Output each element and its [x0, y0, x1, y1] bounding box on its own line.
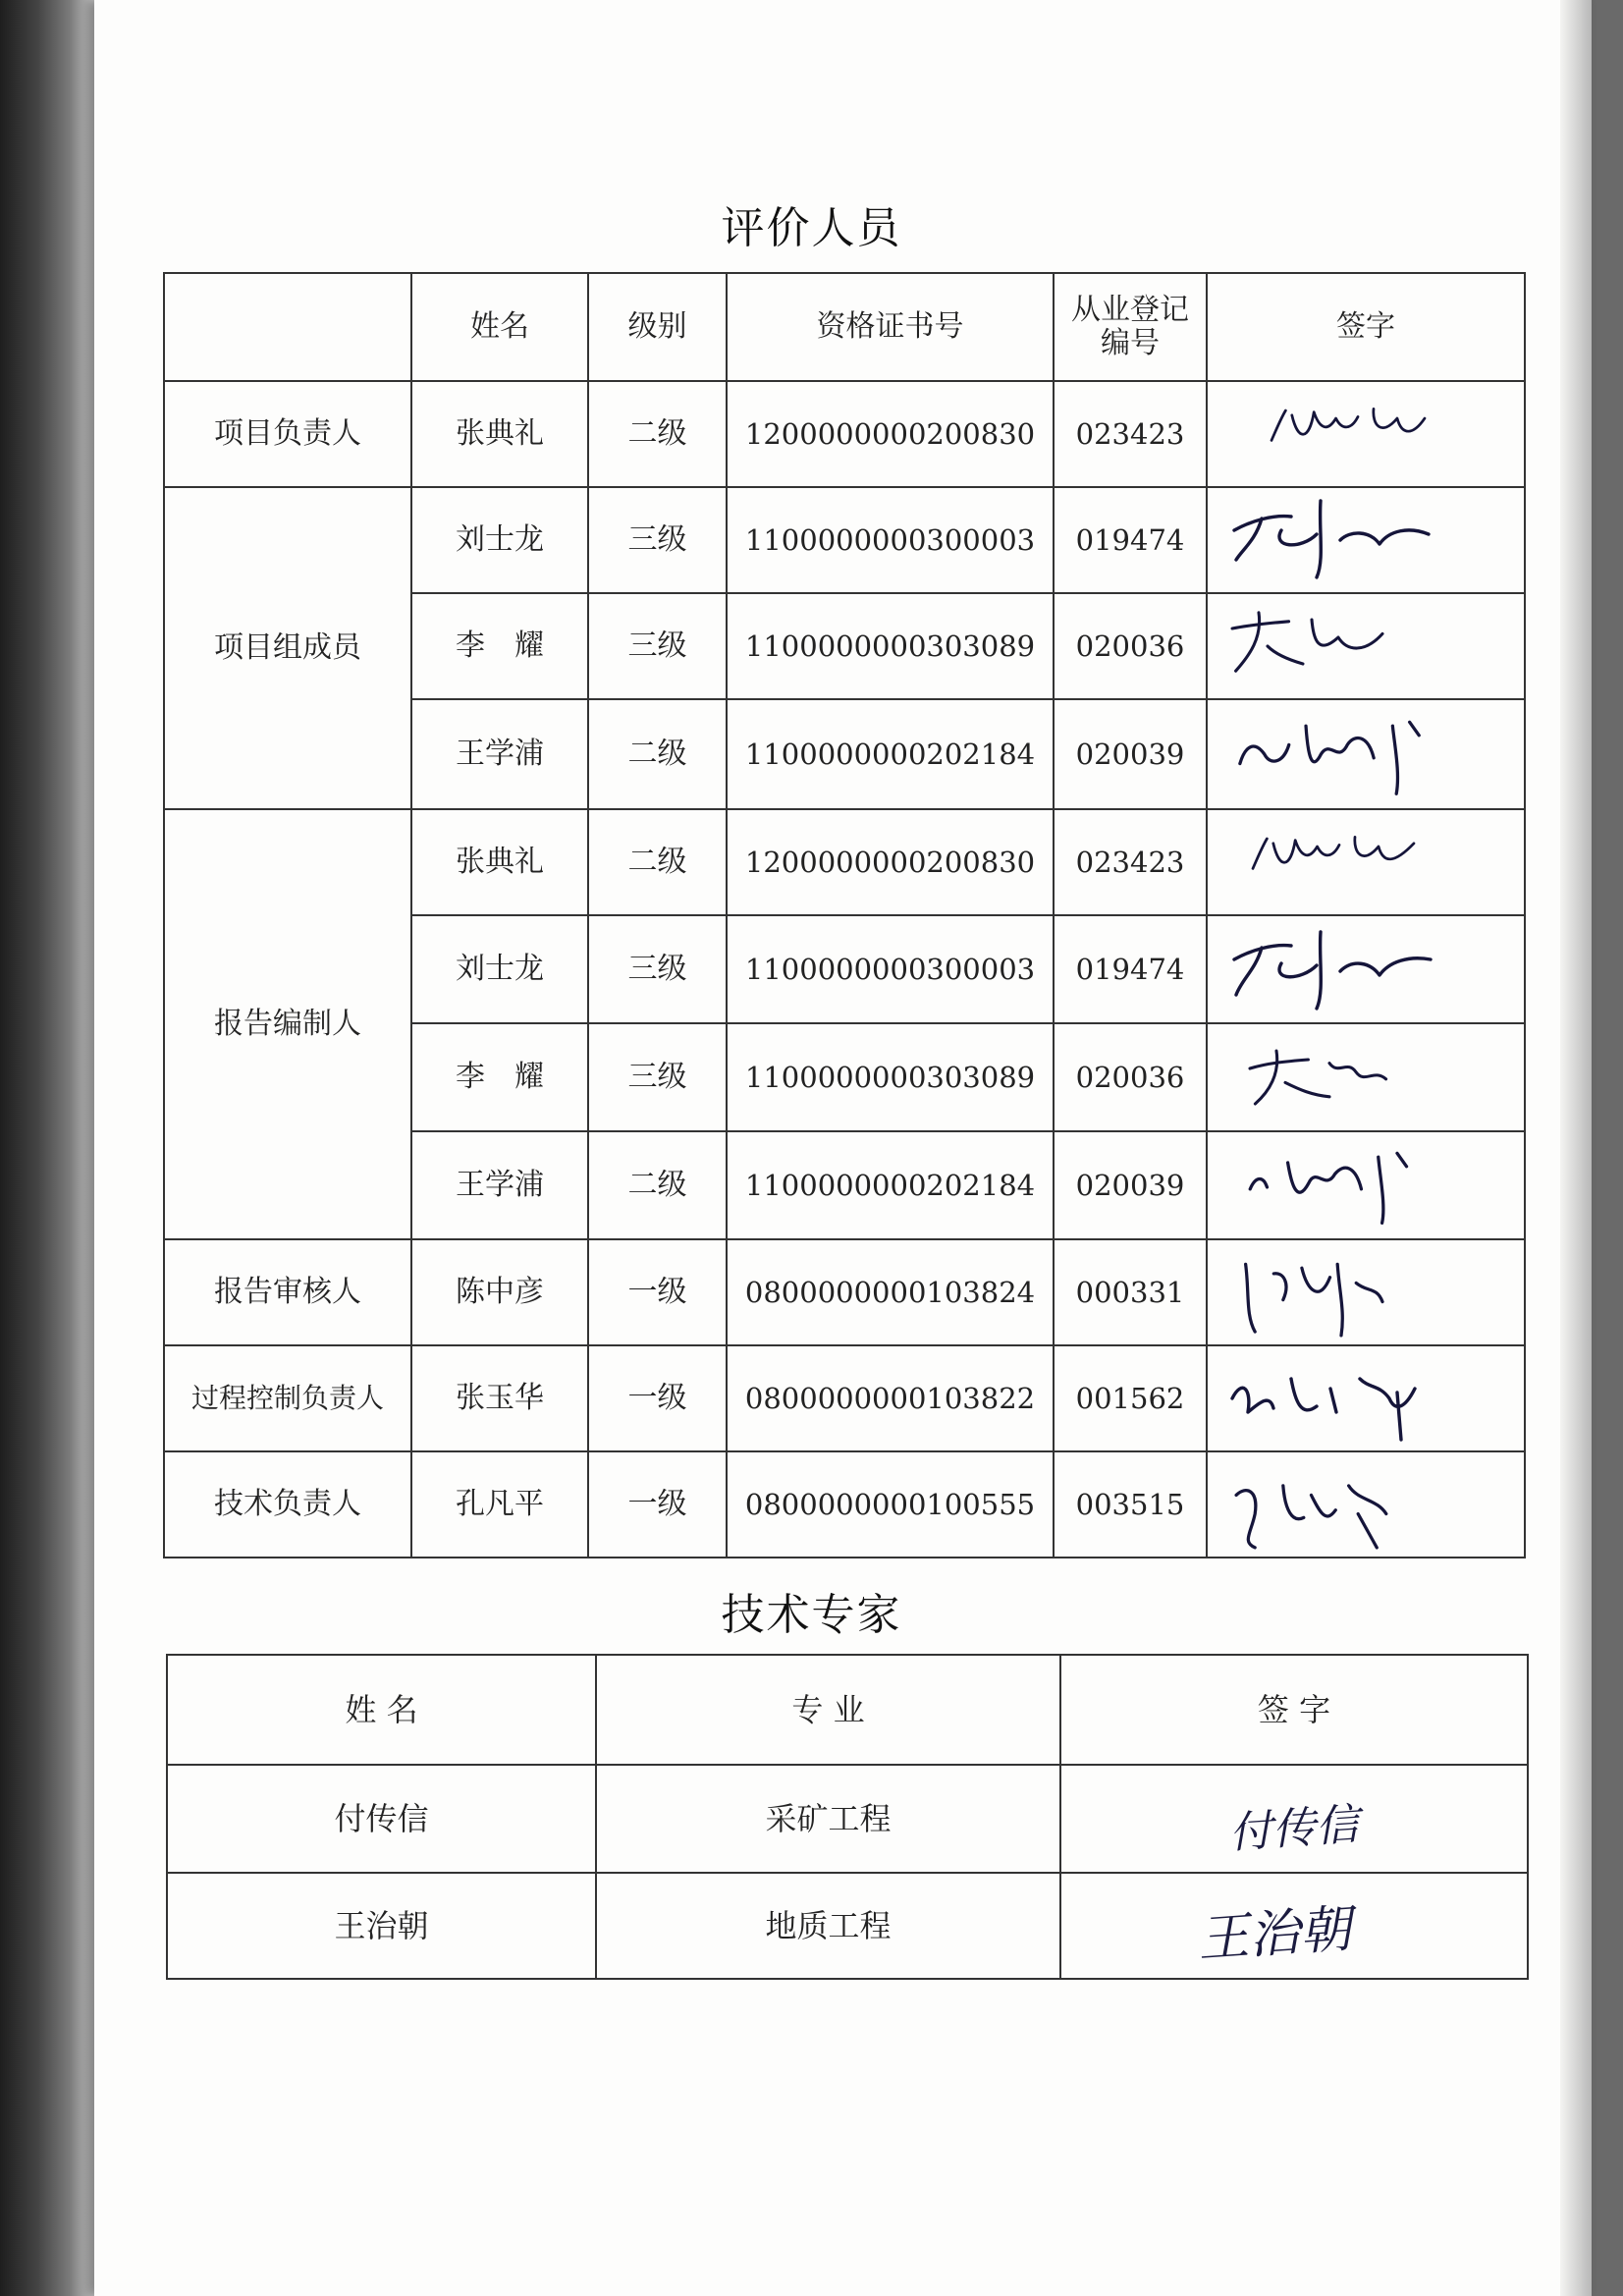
role-cell: 技术负责人	[164, 1451, 411, 1558]
cert-number-cell: 1200000000200830	[727, 381, 1054, 487]
expert-row	[167, 1873, 1528, 1979]
role-cell: 过程控制负责人	[164, 1345, 411, 1451]
section-title-evaluators: 评价人员	[721, 203, 902, 253]
expert-row	[167, 1765, 1528, 1873]
level-cell: 二级	[588, 1131, 727, 1239]
level-cell: 三级	[588, 487, 727, 593]
registration-number-cell: 020036	[1054, 593, 1207, 699]
signature-cell	[1207, 1023, 1525, 1131]
handwritten-signature	[1214, 823, 1449, 902]
level-cell: 一级	[588, 1345, 727, 1451]
name-cell: 张玉华	[411, 1345, 588, 1451]
expert-major: 采矿工程	[596, 1765, 1060, 1873]
signature-cell	[1207, 487, 1525, 593]
expert-signature	[1060, 1765, 1528, 1873]
name-cell: 李 耀	[411, 593, 588, 699]
header-name: 姓名	[411, 273, 588, 381]
cert-number-cell: 1100000000303089	[727, 1023, 1054, 1131]
experts-header-name: 姓 名	[167, 1655, 596, 1765]
experts-header-sign: 签 字	[1060, 1655, 1528, 1765]
signature-handwriting: 王治朝	[1196, 1899, 1353, 1970]
header-reg: 从业登记 编号	[1054, 273, 1207, 381]
handwritten-signature	[1217, 1138, 1434, 1232]
level-cell: 三级	[588, 1023, 727, 1131]
cert-number-cell: 1100000000300003	[727, 915, 1054, 1023]
expert-name: 付传信	[167, 1765, 596, 1873]
name-cell: 李 耀	[411, 1023, 588, 1131]
cert-number-cell: 1100000000202184	[727, 1131, 1054, 1239]
name-cell: 张典礼	[411, 381, 588, 487]
handwritten-signature	[1217, 1349, 1443, 1448]
handwritten-signature	[1217, 707, 1443, 801]
cert-number-cell: 0800000000103822	[727, 1345, 1054, 1451]
signature-handwriting: 付传信	[1227, 1799, 1361, 1859]
header-cert: 资格证书号	[727, 273, 1054, 381]
cert-number-cell: 1100000000300003	[727, 487, 1054, 593]
signature-cell	[1207, 809, 1525, 915]
signature-cell	[1207, 699, 1525, 809]
registration-number-cell: 020036	[1054, 1023, 1207, 1131]
cert-number-cell: 1100000000303089	[727, 593, 1054, 699]
handwritten-signature	[1217, 491, 1443, 589]
evaluator-row	[164, 381, 1525, 487]
registration-number-cell: 023423	[1054, 809, 1207, 915]
role-cell: 项目组成员	[164, 487, 411, 809]
evaluator-row	[164, 809, 1525, 915]
handwritten-signature	[1237, 395, 1463, 473]
name-cell: 张典礼	[411, 809, 588, 915]
header-sign: 签字	[1207, 273, 1525, 381]
level-cell: 二级	[588, 809, 727, 915]
registration-number-cell: 019474	[1054, 915, 1207, 1023]
evaluators-table	[163, 272, 1526, 1558]
evaluator-row	[164, 1239, 1525, 1345]
name-cell: 孔凡平	[411, 1451, 588, 1558]
name-cell: 刘士龙	[411, 915, 588, 1023]
level-cell: 二级	[588, 381, 727, 487]
handwritten-signature	[1217, 1033, 1424, 1121]
signature-cell	[1207, 1451, 1525, 1558]
table-header-row	[164, 273, 1525, 381]
registration-number-cell: 001562	[1054, 1345, 1207, 1451]
experts-header-major: 专 业	[596, 1655, 1060, 1765]
handwritten-signature	[1214, 602, 1410, 690]
level-cell: 三级	[588, 915, 727, 1023]
role-cell: 报告编制人	[164, 809, 411, 1239]
signature-cell	[1207, 381, 1525, 487]
registration-number-cell: 003515	[1054, 1451, 1207, 1558]
signature-cell	[1207, 915, 1525, 1023]
page-edge	[1560, 0, 1592, 2296]
book-binding-shadow	[0, 0, 94, 2296]
expert-major: 地质工程	[596, 1873, 1060, 1979]
registration-number-cell: 020039	[1054, 699, 1207, 809]
level-cell: 一级	[588, 1451, 727, 1558]
experts-table	[166, 1654, 1529, 1980]
name-cell: 刘士龙	[411, 487, 588, 593]
cert-number-cell: 1100000000202184	[727, 699, 1054, 809]
signature-cell	[1207, 1239, 1525, 1345]
evaluator-row	[164, 487, 1525, 593]
level-cell: 三级	[588, 593, 727, 699]
name-cell: 陈中彦	[411, 1239, 588, 1345]
header-role	[164, 273, 411, 381]
name-cell: 王学浦	[411, 699, 588, 809]
evaluator-row	[164, 1451, 1525, 1558]
section-title-experts: 技术专家	[721, 1590, 902, 1640]
handwritten-signature	[1217, 1243, 1424, 1341]
cert-number-cell: 1200000000200830	[727, 809, 1054, 915]
expert-name: 王治朝	[167, 1873, 596, 1979]
registration-number-cell: 000331	[1054, 1239, 1207, 1345]
handwritten-signature	[1217, 920, 1443, 1018]
registration-number-cell: 019474	[1054, 487, 1207, 593]
evaluator-row	[164, 1345, 1525, 1451]
cert-number-cell: 0800000000100555	[727, 1451, 1054, 1558]
cert-number-cell: 0800000000103824	[727, 1239, 1054, 1345]
signature-cell	[1207, 1131, 1525, 1239]
handwritten-signature	[1217, 1455, 1424, 1554]
registration-number-cell: 023423	[1054, 381, 1207, 487]
level-cell: 一级	[588, 1239, 727, 1345]
signature-cell	[1207, 593, 1525, 699]
header-level: 级别	[588, 273, 727, 381]
role-cell: 项目负责人	[164, 381, 411, 487]
registration-number-cell: 020039	[1054, 1131, 1207, 1239]
experts-header-row	[167, 1655, 1528, 1765]
signature-cell	[1207, 1345, 1525, 1451]
expert-signature	[1060, 1873, 1528, 1979]
level-cell: 二级	[588, 699, 727, 809]
role-cell: 报告审核人	[164, 1239, 411, 1345]
name-cell: 王学浦	[411, 1131, 588, 1239]
